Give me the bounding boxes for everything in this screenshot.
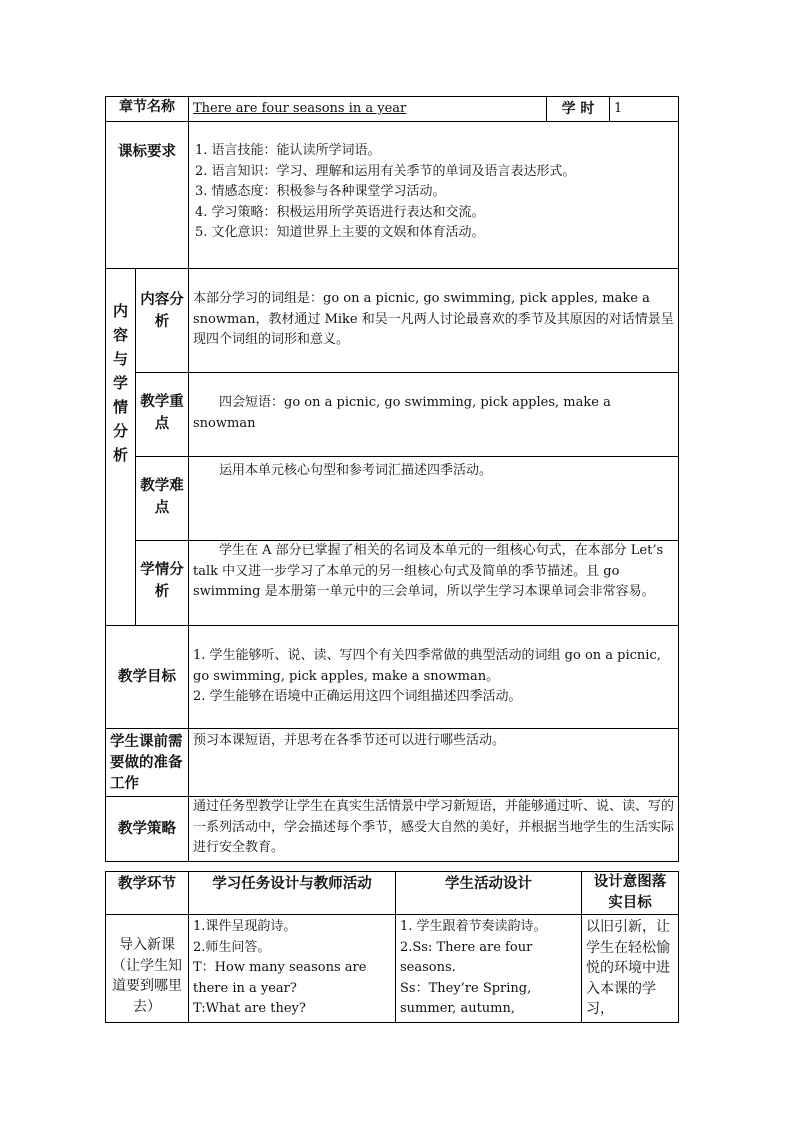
hours-value: 1 <box>610 97 679 122</box>
curriculum-item: 3. 情感态度：积极参与各种课堂学习活动。 <box>195 184 446 199</box>
student-line: Ss：They’re Spring, summer, autumn, <box>400 980 532 1016</box>
analysis-group-text: 内容与学情分析 <box>113 302 129 464</box>
preparation-label: 学生课前需要做的准备工作 <box>106 729 189 797</box>
stage-cell: 导入新课（让学生知道要到哪里去） <box>106 915 189 1023</box>
students-text: 学生在 A 部分已掌握了相关的名词及本单元的一组核心句式，在本部分 Let’s talk 中又进一步学习了本单元的另一组核心句式及简单的季节描述。且 go swimming 是本册第一单元中的三会单词，所以学生学习本课单词会非常容易。 <box>189 541 679 626</box>
difficulties-label: 教学难点 <box>136 457 189 541</box>
preparation-text: 预习本课短语，并思考在各季节还可以进行哪些活动。 <box>189 729 679 797</box>
header-teacher: 学习任务设计与教师活动 <box>189 872 396 915</box>
header-intent: 设计意图落实目标 <box>582 872 679 915</box>
teacher-cell <box>189 915 396 1023</box>
student-cell <box>396 915 582 1023</box>
hours-label: 学 时 <box>547 97 610 122</box>
chapter-title: There are four seasons in a year <box>189 97 547 122</box>
key-points-label: 教学重点 <box>136 373 189 457</box>
objectives-label: 教学目标 <box>106 626 189 729</box>
curriculum-item: 2. 语言知识：学习、理解和运用有关季节的单词及语言表达形式。 <box>195 163 576 179</box>
intent-cell: 以旧引新，让学生在轻松愉悦的环境中进入本课的学习， <box>582 915 679 1023</box>
chapter-label: 章节名称 <box>106 97 189 122</box>
student-line: 2.Ss: There are four seasons. <box>400 939 533 975</box>
teacher-line: 1.课件呈现韵诗。 <box>193 919 297 934</box>
difficulties-text: 运用本单元核心句型和参考词汇描述四季活动。 <box>189 457 679 541</box>
lesson-plan-table <box>105 96 679 862</box>
strategy-text: 通过任务型教学让学生在真实生活情景中学习新短语，并能够通过听、说、读、写的一系列活动中，学会描述每个季节，感受大自然的美好，并根据当地学生的生活实际进行安全教育。 <box>189 797 679 862</box>
header-stage: 教学环节 <box>106 872 189 915</box>
content-analysis-text: 本部分学习的词组是：go on a picnic, go swimming, pick apples, make a snowman，教材通过 Mike 和吴一凡两人讨论最喜欢的季节及其原因的对话情景呈现四个词组的词形和意义。 <box>189 269 679 373</box>
objective-item: 1. 学生能够听、说、读、写四个有关四季常做的典型活动的词组 go on a picnic, go swimming, pick apples, make a snowman。 <box>193 648 661 684</box>
student-line: 1. 学生跟着节奏读韵诗。 <box>400 919 547 934</box>
teacher-line: T：How many seasons are there in a year? <box>193 960 367 996</box>
teacher-line: 2.师生问答。 <box>193 939 271 955</box>
students-label: 学情分析 <box>136 541 189 626</box>
curriculum-item: 1. 语言技能：能认读所学词语。 <box>195 143 381 158</box>
objectives-list <box>189 626 679 729</box>
strategy-label: 教学策略 <box>106 797 189 862</box>
analysis-group-label <box>106 269 136 626</box>
curriculum-list <box>189 122 679 269</box>
curriculum-item: 4. 学习策略：积极运用所学英语进行表达和交流。 <box>195 204 485 220</box>
objective-item: 2. 学生能够在语境中正确运用这四个词组描述四季活动。 <box>193 689 522 704</box>
header-student: 学生活动设计 <box>396 872 582 915</box>
content-analysis-label: 内容分析 <box>136 269 189 373</box>
process-table <box>105 871 679 1023</box>
curriculum-label: 课标要求 <box>106 122 189 269</box>
teacher-line: T:What are they? <box>193 1001 306 1016</box>
key-points-text: 四会短语：go on a picnic, go swimming, pick apples, make a snowman <box>189 373 679 457</box>
curriculum-item: 5. 文化意识：知道世界上主要的文娱和体育活动。 <box>195 225 485 240</box>
